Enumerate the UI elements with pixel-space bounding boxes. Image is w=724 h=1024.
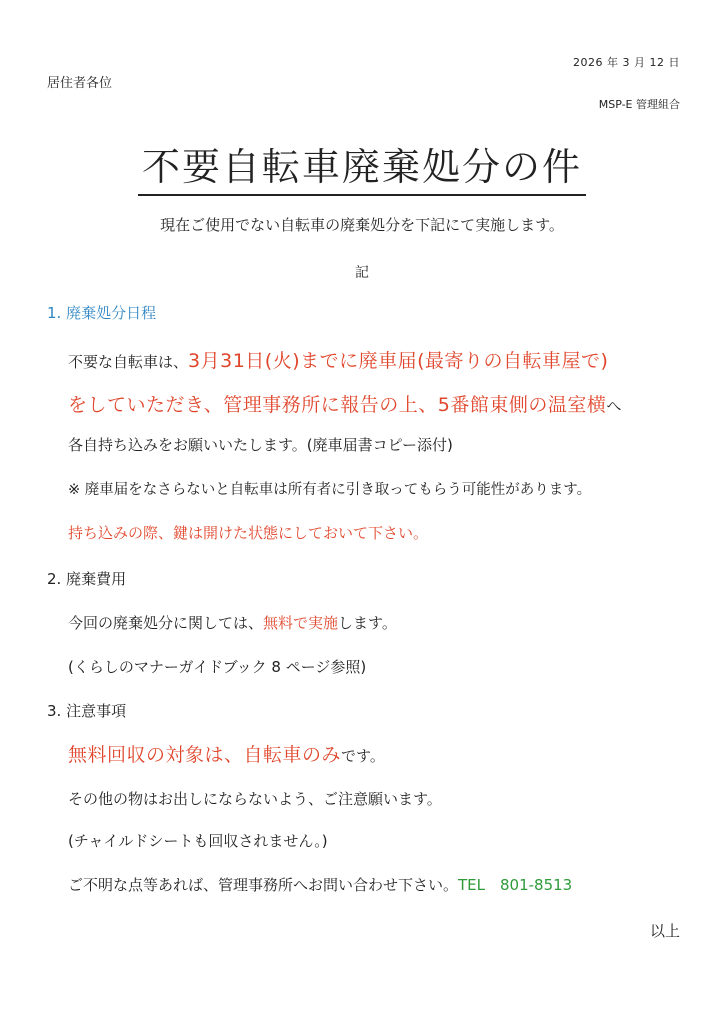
document-title-wrapper: [0, 142, 724, 196]
section2-heading: 2. 廃棄費用: [47, 570, 127, 588]
section1-line3: 各自持ち込みをお願いいたします。(廃車届書コピー添付): [68, 436, 453, 454]
section1-line1-prefix: 不要な自転車は、: [68, 353, 189, 371]
section2-line1-suffix: します。: [338, 614, 397, 632]
section2-line2: (くらしのマナーガイドブック 8 ページ参照): [68, 658, 367, 676]
section3-line1-suffix: です。: [341, 747, 385, 765]
section1-heading: 1. 廃棄処分日程: [47, 304, 157, 322]
notice-date: 2026 年 3 月 12 日: [573, 56, 680, 69]
document-title: 不要自転車廃棄処分の件: [138, 142, 586, 196]
section2-line1-prefix: 今回の廃棄処分に関しては、: [68, 614, 264, 632]
section2-line1-highlight: 無料で実施: [263, 614, 339, 632]
section1-line2-suffix: へ: [606, 397, 622, 415]
section1-line2-highlight: をしていただき、管理事務所に報告の上、5番館東側の温室横: [68, 394, 607, 416]
section1-line1-highlight: 3月31日(火)までに廃車届(最寄りの自転車屋で): [188, 350, 609, 372]
section1-warning: 持ち込みの際、鍵は開けた状態にしておいて下さい。: [68, 524, 429, 542]
section3-line2: その他の物はお出しにならないよう、ご注意願います。: [68, 790, 442, 808]
section3-line1-highlight: 無料回収の対象は、自転車のみ: [68, 744, 342, 766]
section1-note: ※ 廃車届をなさらないと自転車は所有者に引き取ってもらう可能性があります。: [68, 482, 592, 498]
closing-mark: 以上: [649, 922, 680, 940]
section3-line3: (チャイルドシートも回収されません。): [68, 832, 328, 850]
section1-line2: [68, 390, 621, 417]
ki-marker: 記: [355, 265, 369, 281]
section3-line1: [68, 740, 385, 767]
section3-heading: 3. 注意事項: [47, 702, 127, 720]
contact-tel: TEL 801-8513: [458, 876, 573, 894]
recipient: 居住者各位: [47, 76, 113, 91]
section3-line4-prefix: ご不明な点等あれば、管理事務所へお問い合わせ下さい。: [68, 876, 459, 894]
section1-line1: [68, 346, 608, 373]
intro-text: 現在ご使用でない自転車の廃棄処分を下記にて実施します。: [160, 216, 564, 234]
issuer: MSP-E 管理組合: [598, 98, 680, 111]
section2-line1: [68, 612, 397, 633]
section3-line4: [68, 874, 572, 895]
